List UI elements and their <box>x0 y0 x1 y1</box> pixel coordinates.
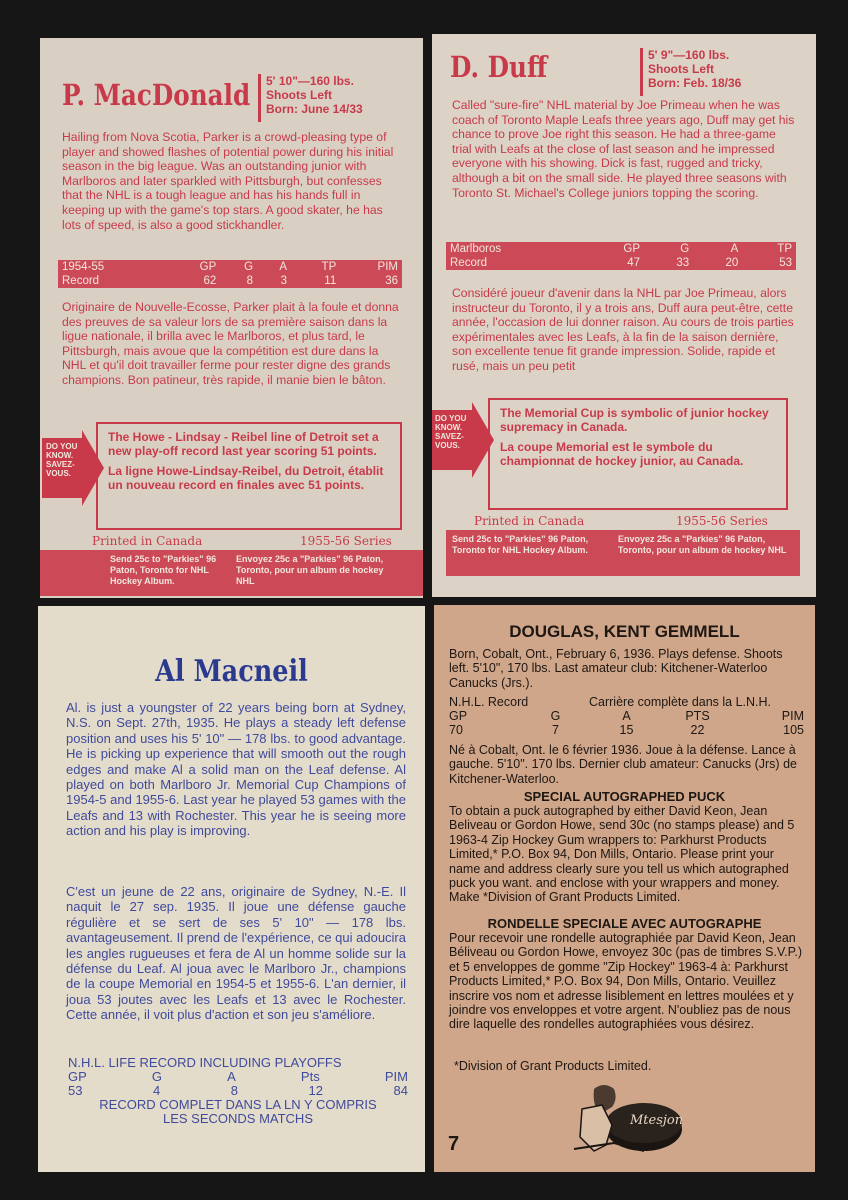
did-you-know-box <box>488 398 788 510</box>
bio-english: Al. is just a youngster of 22 years being born at Sydney, N.S. on Sept. 27th, 1935. He plays a steady left defense position and uses his 5' 10" — 178 lbs. to good advantage. He is picking up experience that will smooth out the rough edges and make Al a solid man on the Leaf defense. Al played on both Marlboro Jr. Memorial Cup Champions of 1954-5 and 1955-6. Last year he played 53 games with the Leafs and 13 with Rochester. This year he is seeing more action and his play is improving. <box>66 700 406 839</box>
stats-header-cell: GP <box>623 243 640 255</box>
player-name: D. Duff <box>450 50 548 84</box>
stats-header-cell: PIM <box>377 261 398 273</box>
bio-french: Originaire de Nouvelle-Ecosse, Parker plait à la foule et donna des preuves de sa valeur lors de sa première saison dans la ligue nationale, il brilla avec le Marlboros, et plus tard, le Pittsburgh, mais avoue que la compétition est dure dans la NHL et qu'il doit travailler ferme pour rester digne des grands champions. Bon patineur, très rapide, il manie bien le bâton. <box>62 300 399 387</box>
stats-header-row <box>58 260 402 274</box>
record-value-cell: 84 <box>393 1083 408 1098</box>
stats-cell: 8 <box>246 275 254 287</box>
record-header-cell: PIM <box>384 1069 408 1084</box>
record-header-cell: A <box>622 709 631 723</box>
stats-cell: 47 <box>627 257 640 269</box>
record-header-cell: G <box>550 709 561 723</box>
record-header-row <box>449 709 804 723</box>
height-weight: 5' 10"—160 lbs. <box>266 74 354 88</box>
bio-english: Hailing from Nova Scotia, Parker is a crowd-pleasing type of player and showed flashes of potential power during his initial season in the big league. Was an outstanding junior with Marlboros and later sparkled with Pittsburgh, but confesses that the NHL is a tough league and has his hands full in keeping up with the game's top stars. A good skater, he has lots of speed, is also a good stickhandler. <box>62 130 394 232</box>
stats-cell: 53 <box>779 257 792 269</box>
stats-cell: 11 <box>324 275 337 287</box>
stats-row <box>446 256 796 270</box>
special-puck-title-fr: RONDELLE SPECIALE AVEC AUTOGRAPHE <box>487 916 762 931</box>
stats-header-cell: TP <box>777 243 792 255</box>
did-you-know-french: La coupe Memorial est le symbole du championnat de hockey junior, au Canada. <box>500 440 744 468</box>
player-name: DOUGLAS, KENT GEMMELL <box>509 622 740 641</box>
record-value-row <box>68 1084 408 1098</box>
player-vitals <box>648 48 798 90</box>
record-header-cell: PIM <box>781 709 804 723</box>
special-puck-french: Pour recevoir une rondelle autographiée par David Keon, Jean Béliveau ou Gordon Howe, envoyez 30c (pas de timbres S.V.P.) et 5 enveloppes de gomme "Zip Hockey" 1963-4 à: Parkhurst Products Limited,* P.O. Box 94, Don Mills, Ontario. Veuillez inscrire vos nom et adresse lisiblement en lettres moulées et y joindre vos enveloppes et votre argent. N'oubliez pas de nous dire laquelle des rondelles autographiées vous désirez. <box>449 931 802 1032</box>
series-label: 1955-56 Series <box>676 514 768 528</box>
record-value-cell: 4 <box>153 1083 161 1098</box>
record-value-cell: 53 <box>68 1083 83 1098</box>
stats-cell: 62 <box>203 275 217 287</box>
record-value-cell: 7 <box>552 723 559 737</box>
player-name: Al Macneil <box>155 654 308 689</box>
did-you-know-label: DO YOU KNOW. SAVEZ-VOUS. <box>435 414 467 450</box>
name-divider <box>640 48 643 96</box>
shoots: Shoots Left <box>266 88 332 102</box>
division-note: *Division of Grant Products Limited. <box>454 1059 652 1073</box>
record-value-cell: 15 <box>619 723 634 737</box>
special-puck-title: SPECIAL AUTOGRAPHED PUCK <box>523 789 726 804</box>
record-title: N.H.L. LIFE RECORD INCLUDING PLAYOFFS <box>68 1055 342 1070</box>
special-puck-english: To obtain a puck autographed by either David Keon, Jean Beliveau or Gordon Howe, send 30c (no stamps please) and 5 1963-4 Zip Hockey Gum wrappers to: Parkhurst Products Limited,* P.O. Box 94, Don Mills, Ontario. Please print your name and address clearly sure you tell us which autographed puck you want. and enclose with your wrappers and money. Make *Division of Grant Products Limited. <box>449 804 795 905</box>
player-name: P. MacDonald <box>62 78 251 112</box>
record-header-cell: Pts <box>300 1069 320 1084</box>
did-you-know-french: La ligne Howe-Lindsay-Reibel, du Detroit, établit un nouveau record en finales avec 51 points. <box>108 464 384 492</box>
record-header-cell: A <box>227 1069 236 1084</box>
stats-header-cell: A <box>730 243 739 255</box>
promo-english: Send 25c to "Parkies" 96 Paton, Toronto for NHL Hockey Album. <box>452 534 589 555</box>
record-header-row <box>68 1070 408 1084</box>
stats-cell: Record <box>450 257 488 269</box>
player-vitals <box>266 74 398 116</box>
stats-cell: Record <box>62 275 100 287</box>
stats-row <box>58 274 402 288</box>
record-value-cell: 12 <box>308 1083 323 1098</box>
bio-french: Considéré joueur d'avenir dans la NHL par Joe Primeau, alors instructeur du Toronto, il y a trois ans, Duff aura peut-être, cette année, l'occasion de lui donner raison. Au cours de trois parties expérimentales avec les Leafs, à la fin de la saison dernière, son excellente tenue fit grande impression. Solide, rapide et rusé, mais un peu petit <box>452 286 794 373</box>
stats-cell: 36 <box>385 275 398 287</box>
did-you-know-english: The Howe - Lindsay - Reibel line of Detroit set a new play-off record last year scoring 51 points. <box>108 430 379 458</box>
stats-header-cell: G <box>244 261 254 273</box>
did-you-know-box <box>96 422 402 530</box>
record-french: RECORD COMPLET DANS LA LN Y COMPRIS LES SECONDS MATCHS <box>99 1097 377 1126</box>
printed-in-canada: Printed in Canada <box>474 514 585 528</box>
promo-english: Send 25c to "Parkies" 96 Paton, Toronto for NHL Hockey Album. <box>110 554 217 586</box>
life-record <box>68 1056 408 1126</box>
shoots: Shoots Left <box>648 62 714 76</box>
record-label-en: N.H.L. Record <box>449 695 529 709</box>
record-value-row <box>449 723 804 737</box>
born: Born: June 14/33 <box>266 102 363 116</box>
stats-header-cell: TP <box>321 261 337 273</box>
album-promo-banner <box>40 550 423 596</box>
promo-french: Envoyez 25c a "Parkies" 96 Paton, Toronto, pour un album de hockey NHL <box>236 554 384 586</box>
puck-signature: Mtesjon <box>630 1113 684 1128</box>
record-label-fr: Carrière complète dans la L.N.H. <box>589 695 772 709</box>
stats-header-row <box>446 242 796 256</box>
height-weight: 5' 9"—160 lbs. <box>648 48 730 62</box>
card-number: 7 <box>448 1133 460 1155</box>
bio-french: Né à Cobalt, Ont. le 6 février 1936. Joue à la défense. Lance à gauche. 5'10". 170 lbs. Dernier club amateur: Canucks (Jrs) de Kitchener-Waterloo. <box>449 743 797 786</box>
record-header-cell: G <box>151 1069 163 1084</box>
stats-header-cell: 1954-55 <box>62 261 105 273</box>
stats-cell: 20 <box>725 257 739 269</box>
album-promo-banner <box>446 530 800 576</box>
record-header-cell: GP <box>449 709 468 723</box>
record-header-cell: PTS <box>685 709 710 723</box>
record-value-cell: 22 <box>690 723 705 737</box>
record-header-cell: GP <box>68 1069 87 1084</box>
stats-header-cell: GP <box>199 261 217 273</box>
bio-french: C'est un jeune de 22 ans, originaire de Sydney, N.-E. Il naquit le 27 sep. 1935. Il joue une défense gauche régulière et se sert de ses 5' 10" — 178 lbs. avantageusement. Il prend de l'expérience, ce qui adoucira les angles rugueuses et fera de Al un homme solide sur la défense du Leaf. Al joua avec le Marlboro Jr., champions de la coupe Memorial en 1954-5 et 1955-6. L'an dernier, il joua 53 joutes avec les Leafs et 13 avec le Rochester. Cette année, il voit plus d'action et son jeu s'améliore. <box>66 884 406 1023</box>
printed-in-canada: Printed in Canada <box>92 534 203 548</box>
stats-table <box>58 260 402 288</box>
born: Born: Feb. 18/36 <box>648 76 742 90</box>
stats-header-cell: A <box>279 261 288 273</box>
name-divider <box>258 74 261 122</box>
card-duff-back <box>432 34 816 597</box>
stats-cell: 33 <box>676 257 690 269</box>
series-label: 1955-56 Series <box>300 534 392 548</box>
stats-table <box>446 242 796 270</box>
stats-cell: 3 <box>280 275 288 287</box>
record-value-cell: 8 <box>230 1083 238 1098</box>
stats-header-cell: Marlboros <box>450 243 502 255</box>
did-you-know-label: DO YOU KNOW. SAVEZ-VOUS. <box>46 442 78 478</box>
promo-french: Envoyez 25c a "Parkies" 96 Paton, Toronto, pour un album de hockey NHL <box>618 534 787 555</box>
record-value-cell: 105 <box>783 723 804 737</box>
card-macdonald-back <box>40 38 423 598</box>
bio-english: Called "sure-fire" NHL material by Joe Primeau when he was coach of Toronto Maple Leafs three years ago, Duff may get his chance to prove Joe right this season. He had a three-game trial with Leafs at the close of last season and he impressed everyone with his showing. Dick is fast, rugged and tricky, although a bit on the small side. He played three seasons with Toronto St. Michael's College juniors topping the scoring. <box>452 98 795 200</box>
card-douglas-back <box>434 605 815 1172</box>
did-you-know-english: The Memorial Cup is symbolic of junior hockey supremacy in Canada. <box>500 406 769 434</box>
record-value-cell: 70 <box>449 723 463 737</box>
bio-english: Born, Cobalt, Ont., February 6, 1936. Plays defense. Shoots left. 5'10", 170 lbs. Last amateur club: Kitchener-Waterloo Canucks (Jrs.). <box>449 647 783 690</box>
card-macneil-back <box>38 606 425 1172</box>
stats-header-cell: G <box>680 243 690 255</box>
